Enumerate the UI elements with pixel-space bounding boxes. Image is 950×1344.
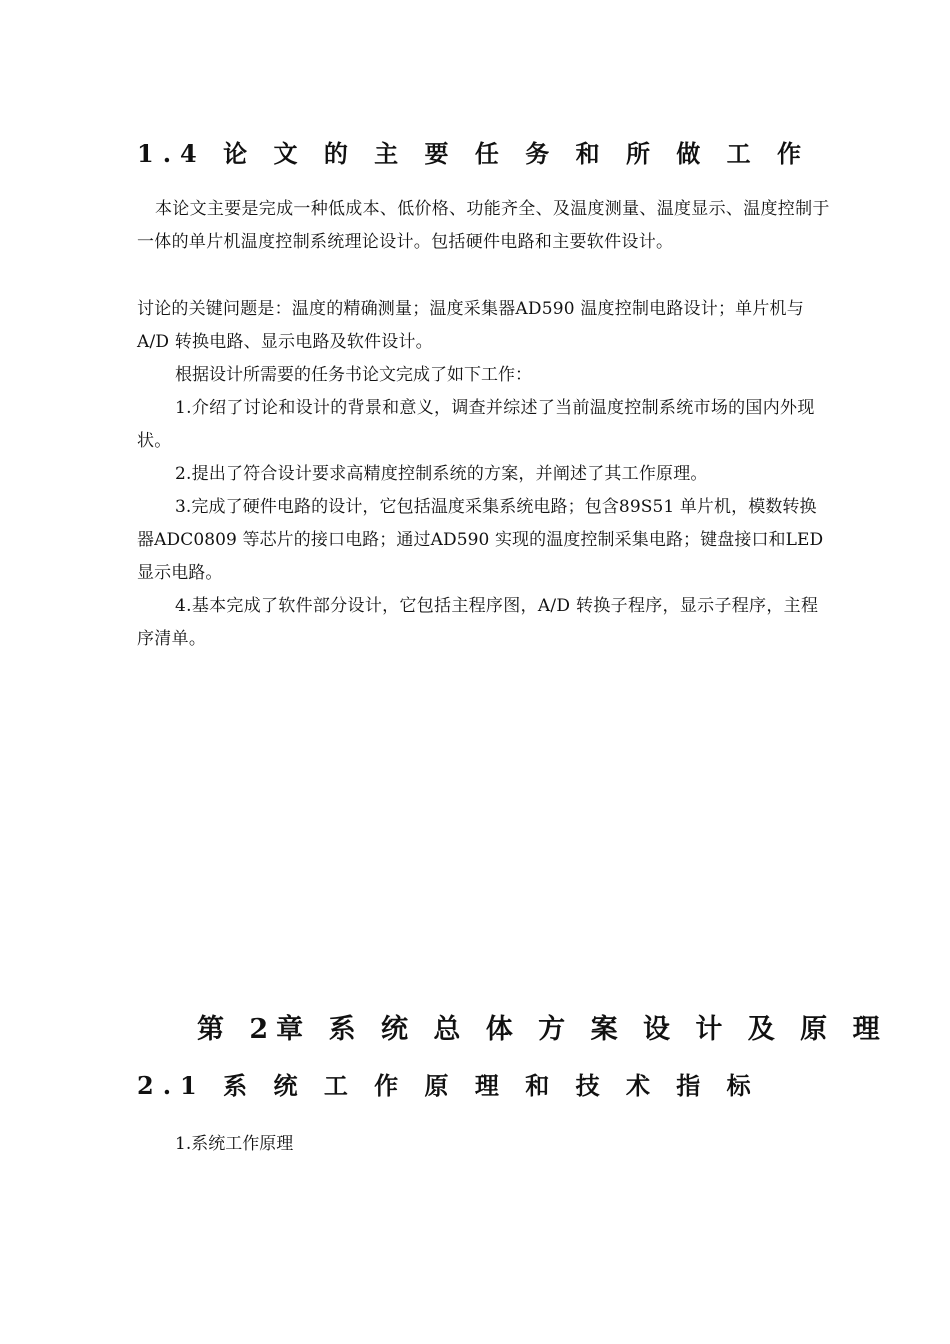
intro-paragraph: 本论文主要是完成一种低成本、低价格、功能齐全、及温度测量、温度显示、温度控制于一体的单片机温度控制系统理论设计。包括硬件电路和主要软件设计。 xyxy=(137,199,830,252)
work-item-4: 4.基本完成了软件部分设计，它包括主程序图，A/D 转换子程序，显示子程序，主程序清单。 xyxy=(137,596,819,649)
section-1-4-heading: 1.4 论 文 的 主 要 任 务 和 所 做 工 作 xyxy=(137,139,811,168)
key-issues-paragraph: 讨论的关键问题是：温度的精确测量；温度采集器AD590 温度控制电路设计；单片机与A/D 转换电路、显示电路及软件设计。 xyxy=(137,299,804,352)
work-item-2: 2.提出了符合设计要求高精度控制系统的方案，并阐述了其工作原理。 xyxy=(175,464,708,484)
work-item-1: 1.介绍了讨论和设计的背景和意义，调查并综述了当前温度控制系统市场的国内外现状。 xyxy=(137,398,815,451)
basis-paragraph: 根据设计所需要的任务书论文完成了如下工作： xyxy=(175,365,532,385)
chapter-2-title: 第 2章 系 统 总 体 方 案 设 计 及 原 理 xyxy=(197,1014,888,1045)
section-2-1-heading: 2.1 系 统 工 作 原 理 和 技 术 指 标 xyxy=(137,1071,760,1100)
work-item-3: 3.完成了硬件电路的设计，它包括温度采集系统电路；包含89S51 单片机，模数转换器ADC0809 等芯片的接口电路；通过AD590 实现的温度控制采集电路；键盘接口和LED 显示电路。 xyxy=(137,497,824,583)
section-2-1-subitem: 1.系统工作原理 xyxy=(175,1134,294,1154)
